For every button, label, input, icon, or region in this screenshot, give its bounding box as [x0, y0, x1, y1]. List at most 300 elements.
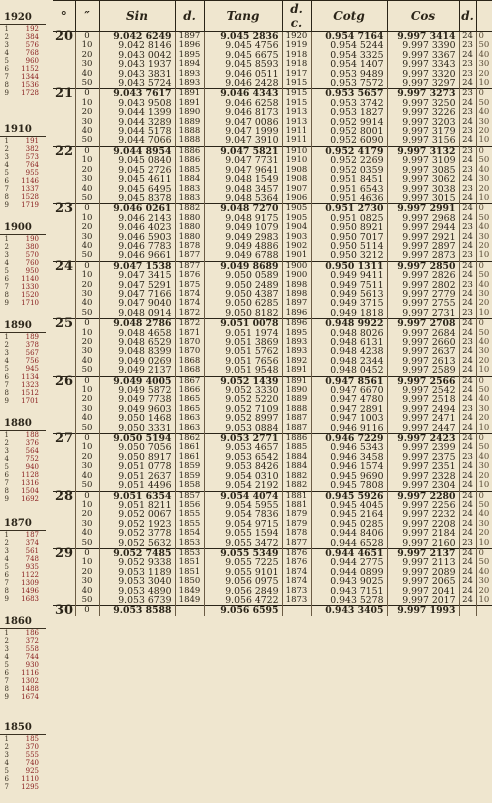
diff-common-cell: 1881	[282, 501, 311, 510]
pp-digit: 9	[4, 397, 9, 405]
complement-seconds-cell: 50	[476, 329, 492, 338]
seconds-cell: 50	[75, 481, 99, 491]
tang-cell: 9.047 9641	[204, 166, 282, 175]
table-row	[53, 606, 492, 616]
pp-value: 1512	[21, 389, 39, 397]
diff-common-cell: 1906	[282, 194, 311, 204]
sin-cell: 9.048 8399	[99, 347, 175, 356]
pp-value: 960	[25, 57, 39, 65]
pp-value: 576	[25, 41, 39, 49]
complement-seconds-cell: 20	[476, 529, 492, 538]
degree-cell: 24	[55, 258, 74, 274]
pp-row	[0, 637, 46, 645]
diff-cos-cell: 23	[459, 223, 476, 232]
sin-cell: 9.044 8954	[99, 146, 175, 156]
complement-seconds-cell: 50	[476, 443, 492, 452]
cotg-cell: 0.943 9025	[311, 577, 387, 586]
pp-value: 764	[25, 161, 39, 169]
seconds-cell: 10	[75, 271, 99, 280]
pp-value: 1504	[21, 487, 39, 495]
table-row	[53, 309, 492, 319]
seconds-cell: 50	[75, 309, 99, 319]
cos-cell: 9.997 2684	[387, 329, 459, 338]
sin-cell: 9.046 0261	[99, 204, 175, 214]
sin-cell: 9.043 9508	[99, 99, 175, 108]
pp-value: 567	[25, 349, 39, 357]
cos-cell: 9.997 2423	[387, 434, 459, 444]
pp-value: 1674	[21, 693, 39, 701]
diff-sin-cell: 1886	[175, 156, 204, 165]
complement-seconds-cell: 20	[476, 587, 492, 596]
pp-value: 1728	[21, 89, 39, 97]
seconds-cell: 30	[75, 405, 99, 414]
complement-seconds-cell: 0	[476, 146, 492, 156]
table-row	[53, 424, 492, 434]
complement-seconds-cell: 10	[476, 481, 492, 491]
cos-cell: 9.997 3179	[387, 127, 459, 136]
proportional-parts-margin	[0, 0, 46, 803]
pp-digit: 1	[4, 235, 9, 243]
pp-value: 1128	[21, 471, 39, 479]
pp-row	[0, 693, 46, 701]
cos-cell: 9.997 3062	[387, 175, 459, 184]
diff-cos-cell: 24	[459, 118, 476, 127]
diff-common-cell: 1879	[282, 520, 311, 529]
pp-value: 1344	[21, 73, 39, 81]
complement-seconds-cell: 50	[476, 156, 492, 165]
sin-cell: 9.050 7056	[99, 443, 175, 452]
diff-common-cell: 1890	[282, 386, 311, 395]
pp-value: 1719	[21, 201, 39, 209]
pp-block-heading: 1910	[4, 124, 32, 135]
pp-digit: 9	[4, 89, 9, 97]
cos-cell: 9.997 2731	[387, 309, 459, 319]
complement-seconds-cell: 10	[476, 79, 492, 89]
tang-cell: 9.051 5762	[204, 347, 282, 356]
tang-cell: 9.047 7731	[204, 156, 282, 165]
pp-digit: 4	[4, 161, 9, 169]
pp-digit: 3	[4, 41, 9, 49]
tang-cell: 9.047 1999	[204, 127, 282, 136]
pp-row	[0, 25, 46, 33]
pp-digit: 3	[4, 645, 9, 653]
degree-cell	[53, 290, 75, 299]
cos-cell: 9.997 2256	[387, 501, 459, 510]
diff-cos-cell: 24	[459, 376, 476, 386]
pp-digit: 6	[4, 775, 9, 783]
pp-row	[0, 547, 46, 555]
tang-cell: 9.055 1594	[204, 529, 282, 538]
diff-common-cell: 1887	[282, 424, 311, 434]
tang-cell: 9.052 1439	[204, 376, 282, 386]
pp-row	[0, 185, 46, 193]
cotg-cell: 0.947 6670	[311, 386, 387, 395]
diff-cos-cell: 24	[459, 558, 476, 567]
pp-value: 372	[25, 637, 39, 645]
pp-value: 1122	[21, 571, 39, 579]
cos-cell: 9.997 3203	[387, 118, 459, 127]
degree-cell	[53, 242, 75, 251]
diff-common-cell: 1874	[282, 577, 311, 586]
header-diff-sin: d.	[175, 1, 204, 32]
pp-value: 564	[25, 447, 39, 455]
pp-row	[0, 783, 46, 791]
complement-seconds-cell: 0	[476, 261, 492, 271]
cotg-cell: 0.952 4179	[311, 146, 387, 156]
seconds-cell: 50	[75, 194, 99, 204]
diff-common-cell: 1918	[282, 60, 311, 69]
degree-cell	[53, 587, 75, 596]
complement-seconds-cell: 20	[476, 472, 492, 481]
complement-seconds-cell: 30	[476, 347, 492, 356]
pp-value: 1701	[21, 397, 39, 405]
cotg-cell: 0.953 7572	[311, 79, 387, 89]
diff-cos-cell: 24	[459, 434, 476, 444]
sin-cell: 9.046 2143	[99, 214, 175, 223]
table-row	[53, 366, 492, 376]
cotg-cell: 0.944 6528	[311, 539, 387, 549]
pp-block	[0, 12, 46, 97]
diff-common-cell: 1900	[282, 271, 311, 280]
pp-digit: 3	[4, 751, 9, 759]
cos-cell: 9.997 2921	[387, 233, 459, 242]
pp-value: 1710	[21, 299, 39, 307]
seconds-cell: 20	[75, 108, 99, 117]
pp-row	[0, 389, 46, 397]
pp-digit: 7	[4, 677, 9, 685]
pp-row	[0, 645, 46, 653]
pp-row	[0, 587, 46, 595]
diff-common-cell: 1895	[282, 329, 311, 338]
diff-sin-cell: 1859	[175, 472, 204, 481]
tang-cell: 9.050 8182	[204, 309, 282, 319]
tang-cell: 9.054 4074	[204, 491, 282, 501]
diff-sin-cell: 1894	[175, 60, 204, 69]
pp-row	[0, 169, 46, 177]
complement-seconds-cell: 40	[476, 108, 492, 117]
seconds-cell: 50	[75, 79, 99, 89]
sin-cell: 9.048 0914	[99, 309, 175, 319]
cos-cell: 9.997 2968	[387, 214, 459, 223]
seconds-cell: 0	[75, 89, 99, 99]
diff-cos-cell: 24	[459, 587, 476, 596]
pp-digit: 2	[4, 33, 9, 41]
log-trig-table	[53, 0, 492, 619]
sin-cell: 9.047 5291	[99, 281, 175, 290]
cos-cell: 9.997 2518	[387, 395, 459, 404]
diff-common-cell: 1918	[282, 51, 311, 60]
diff-common-cell: 1887	[282, 414, 311, 423]
diff-sin-cell: 1853	[175, 539, 204, 549]
diff-sin-cell: 1872	[175, 319, 204, 329]
cotg-cell: 0.946 1574	[311, 462, 387, 471]
sin-cell: 9.052 0067	[99, 510, 175, 519]
sin-cell: 9.049 2137	[99, 366, 175, 376]
diff-common-cell: 1900	[282, 261, 311, 271]
sin-cell: 9.050 1468	[99, 414, 175, 423]
pp-value: 955	[25, 169, 39, 177]
sin-cell: 9.043 7617	[99, 89, 175, 99]
diff-sin-cell: 1877	[175, 261, 204, 271]
header-blank	[476, 1, 492, 32]
diff-common-cell: 1876	[282, 548, 311, 558]
pp-row	[0, 685, 46, 693]
pp-block-heading: 1880	[4, 418, 32, 429]
diff-common-cell: 1913	[282, 108, 311, 117]
header-row	[53, 1, 492, 32]
diff-common-cell: 1919	[282, 41, 311, 50]
pp-block	[0, 320, 46, 405]
pp-value: 370	[25, 743, 39, 751]
table-body	[53, 29, 492, 619]
seconds-cell: 0	[75, 434, 99, 444]
tang-cell: 9.045 8593	[204, 60, 282, 69]
diff-sin-cell: 1874	[175, 299, 204, 308]
degree-cell: 30	[55, 603, 74, 619]
complement-seconds-cell: 30	[476, 577, 492, 586]
cotg-cell: 0.945 2164	[311, 510, 387, 519]
diff-common-cell: 1896	[282, 319, 311, 329]
diff-cos-cell: 23	[459, 108, 476, 117]
diff-common-cell: 1877	[282, 539, 311, 549]
cotg-cell: 0.945 9690	[311, 472, 387, 481]
cotg-cell: 0.952 6090	[311, 136, 387, 146]
degree-cell	[53, 529, 75, 538]
seconds-cell: 30	[75, 60, 99, 69]
cotg-cell: 0.944 0899	[311, 568, 387, 577]
tang-cell: 9.055 9101	[204, 568, 282, 577]
diff-sin-cell: 1890	[175, 108, 204, 117]
pp-digit: 1	[4, 137, 9, 145]
pp-digit: 4	[4, 259, 9, 267]
diff-cos-cell: 24	[459, 319, 476, 329]
pp-row	[0, 193, 46, 201]
cotg-cell: 0.949 5613	[311, 290, 387, 299]
pp-digit: 2	[4, 743, 9, 751]
sin-cell: 9.050 3331	[99, 424, 175, 434]
tang-cell: 9.045 4756	[204, 41, 282, 50]
pp-row	[0, 677, 46, 685]
pp-block-heading: 1870	[4, 518, 32, 529]
seconds-cell: 10	[75, 501, 99, 510]
pp-value: 561	[25, 547, 39, 555]
seconds-cell: 20	[75, 453, 99, 462]
degree-cell	[53, 414, 75, 423]
pp-row	[0, 65, 46, 73]
pp-value: 1692	[21, 495, 39, 503]
diff-common-cell: 1891	[282, 376, 311, 386]
diff-sin-cell: 1893	[175, 70, 204, 79]
cotg-cell: 0.949 7511	[311, 281, 387, 290]
diff-sin-cell: 1893	[175, 79, 204, 89]
seconds-cell: 10	[75, 99, 99, 108]
pp-digit: 9	[4, 201, 9, 209]
pp-value: 744	[25, 653, 39, 661]
diff-sin-cell: 1895	[175, 51, 204, 60]
diff-sin-cell: 1851	[175, 558, 204, 567]
complement-seconds-cell: 0	[476, 204, 492, 214]
diff-sin-cell: 1880	[175, 233, 204, 242]
cos-cell: 9.997 3226	[387, 108, 459, 117]
tang-cell: 9.050 6285	[204, 299, 282, 308]
complement-seconds-cell: 50	[476, 99, 492, 108]
pp-value: 1140	[21, 275, 39, 283]
pp-block	[0, 722, 46, 791]
complement-seconds-cell: 30	[476, 233, 492, 242]
degree-cell	[53, 462, 75, 471]
cos-cell: 9.997 2351	[387, 462, 459, 471]
sin-cell: 9.049 9603	[99, 405, 175, 414]
pp-block-heading: 1920	[4, 12, 32, 23]
sin-cell: 9.053 3040	[99, 577, 175, 586]
seconds-cell: 0	[75, 32, 99, 42]
sin-cell: 9.049 4005	[99, 376, 175, 386]
pp-row	[0, 439, 46, 447]
sin-cell: 9.048 4658	[99, 329, 175, 338]
pp-row	[0, 33, 46, 41]
pp-digit: 7	[4, 783, 9, 791]
pp-value: 1316	[21, 479, 39, 487]
header-seconds: ″	[75, 1, 99, 32]
seconds-cell: 40	[75, 529, 99, 538]
cotg-cell: 0.947 1003	[311, 414, 387, 423]
tang-cell: 9.053 6542	[204, 453, 282, 462]
pp-row	[0, 57, 46, 65]
seconds-cell: 50	[75, 251, 99, 261]
sin-cell: 9.049 7738	[99, 395, 175, 404]
pp-digit: 1	[4, 629, 9, 637]
pp-value: 376	[25, 439, 39, 447]
diff-sin-cell	[175, 606, 204, 616]
tang-cell: 9.053 2771	[204, 434, 282, 444]
complement-seconds-cell: 40	[476, 166, 492, 175]
cos-cell: 9.997 2065	[387, 577, 459, 586]
pp-row	[0, 283, 46, 291]
complement-seconds-cell: 30	[476, 175, 492, 184]
degree-cell: 29	[55, 545, 74, 561]
pp-row	[0, 41, 46, 49]
diff-cos-cell: 24	[459, 366, 476, 376]
diff-cos-cell: 24	[459, 204, 476, 214]
pp-block	[0, 518, 46, 603]
cos-cell: 9.997 2208	[387, 520, 459, 529]
diff-common-cell: 1886	[282, 434, 311, 444]
tang-cell: 9.054 0310	[204, 472, 282, 481]
cotg-cell: 0.943 5278	[311, 596, 387, 606]
seconds-cell: 40	[75, 414, 99, 423]
pp-value: 1309	[21, 579, 39, 587]
pp-value: 935	[25, 563, 39, 571]
complement-seconds-cell: 0	[476, 434, 492, 444]
pp-digit: 2	[4, 341, 9, 349]
diff-cos-cell: 24	[459, 596, 476, 606]
seconds-cell: 20	[75, 223, 99, 232]
diff-cos-cell: 24	[459, 290, 476, 299]
seconds-cell: 0	[75, 261, 99, 271]
cos-cell: 9.997 2328	[387, 472, 459, 481]
sin-cell: 9.051 4496	[99, 481, 175, 491]
diff-common-cell: 1901	[282, 251, 311, 261]
cos-cell: 9.997 3132	[387, 146, 459, 156]
sin-cell: 9.050 8917	[99, 453, 175, 462]
diff-sin-cell: 1859	[175, 462, 204, 471]
diff-common-cell: 1892	[282, 357, 311, 366]
tang-cell: 9.047 3910	[204, 136, 282, 146]
diff-sin-cell: 1891	[175, 99, 204, 108]
cotg-cell: 0.946 3458	[311, 453, 387, 462]
diff-cos-cell: 23	[459, 70, 476, 79]
diff-cos-cell: 24	[459, 79, 476, 89]
diff-common-cell: 1905	[282, 204, 311, 214]
header-tang: Tang	[204, 1, 282, 32]
diff-cos-cell: 24	[459, 520, 476, 529]
tang-cell: 9.055 5349	[204, 548, 282, 558]
sin-cell: 9.046 5903	[99, 233, 175, 242]
complement-seconds-cell: 20	[476, 70, 492, 79]
pp-value: 189	[25, 333, 39, 341]
degree-cell	[53, 472, 75, 481]
diff-common-cell: 1873	[282, 596, 311, 606]
pp-value: 1152	[21, 65, 39, 73]
tang-cell: 9.050 2489	[204, 281, 282, 290]
pp-digit: 2	[4, 439, 9, 447]
cotg-cell: 0.953 9489	[311, 70, 387, 79]
seconds-cell: 40	[75, 127, 99, 136]
tang-cell: 9.049 8689	[204, 261, 282, 271]
degree-cell	[53, 520, 75, 529]
pp-row	[0, 735, 46, 743]
diff-cos-cell: 23	[459, 41, 476, 50]
diff-common-cell: 1910	[282, 156, 311, 165]
pp-value: 740	[25, 759, 39, 767]
sin-cell: 9.052 1923	[99, 520, 175, 529]
pp-digit: 6	[4, 65, 9, 73]
complement-seconds-cell: 50	[476, 271, 492, 280]
tang-cell: 9.046 4343	[204, 89, 282, 99]
pp-digit: 7	[4, 381, 9, 389]
seconds-cell: 50	[75, 136, 99, 146]
diff-sin-cell: 1866	[175, 386, 204, 395]
diff-sin-cell: 1875	[175, 281, 204, 290]
cos-cell: 9.997 2113	[387, 558, 459, 567]
pp-value: 950	[25, 267, 39, 275]
tang-cell: 9.052 7109	[204, 405, 282, 414]
pp-value: 1134	[21, 373, 39, 381]
diff-cos-cell: 24	[459, 462, 476, 471]
pp-digit: 1	[4, 25, 9, 33]
complement-seconds-cell: 10	[476, 424, 492, 434]
cos-cell: 9.997 2089	[387, 568, 459, 577]
pp-digit: 8	[4, 291, 9, 299]
cotg-cell: 0.950 3212	[311, 251, 387, 261]
cos-cell: 9.997 2494	[387, 405, 459, 414]
tang-cell: 9.047 5821	[204, 146, 282, 156]
seconds-cell: 30	[75, 175, 99, 184]
pp-digit: 1	[4, 735, 9, 743]
pp-value: 570	[25, 251, 39, 259]
complement-seconds-cell: 10	[476, 251, 492, 261]
diff-sin-cell: 1888	[175, 136, 204, 146]
diff-common-cell: 1908	[282, 175, 311, 184]
sin-cell: 9.044 5178	[99, 127, 175, 136]
cotg-cell: 0.946 5343	[311, 443, 387, 452]
tang-cell: 9.056 4722	[204, 596, 282, 606]
seconds-cell: 10	[75, 386, 99, 395]
degree-cell: 25	[55, 316, 74, 332]
diff-sin-cell: 1863	[175, 424, 204, 434]
diff-sin-cell: 1867	[175, 376, 204, 386]
cos-cell: 9.997 2637	[387, 347, 459, 356]
